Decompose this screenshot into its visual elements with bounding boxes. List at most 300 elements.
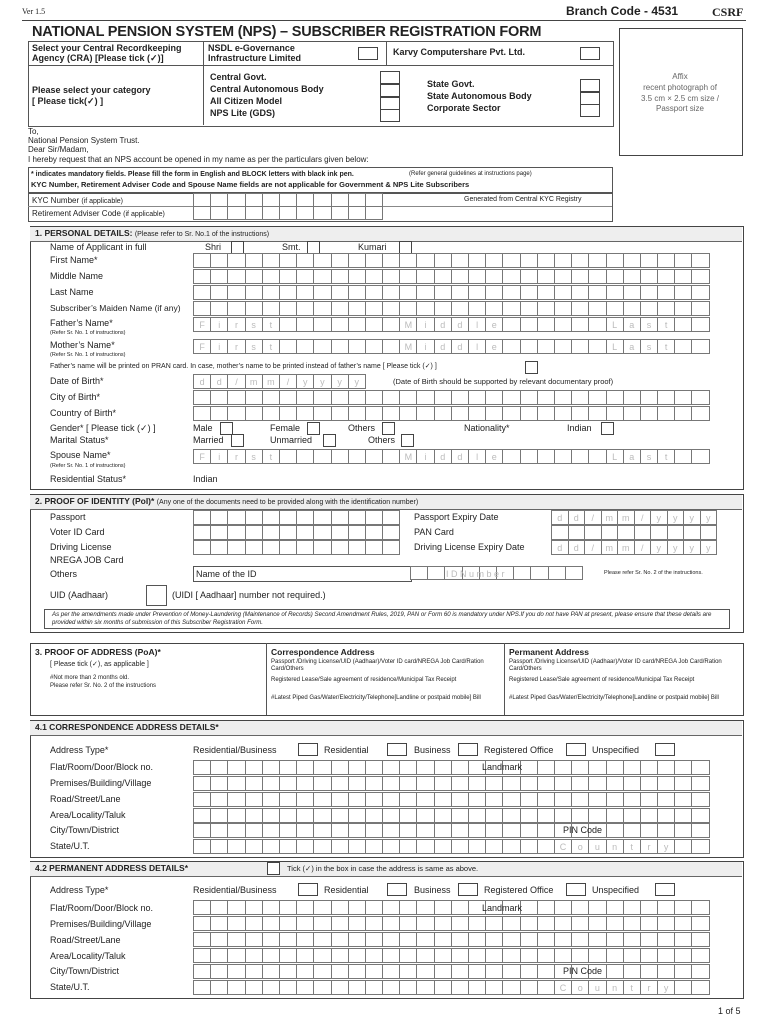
char-cell[interactable] <box>313 317 331 332</box>
char-cell[interactable] <box>348 317 366 332</box>
char-cell[interactable] <box>382 948 400 963</box>
char-cell[interactable] <box>623 390 641 405</box>
char-cell[interactable] <box>348 390 366 405</box>
char-cell[interactable] <box>588 253 606 268</box>
char-cell[interactable] <box>296 932 314 947</box>
corr-city-input[interactable] <box>193 823 709 838</box>
char-cell[interactable] <box>571 916 589 931</box>
char-cell[interactable] <box>210 206 228 220</box>
char-cell[interactable] <box>571 406 589 421</box>
char-cell[interactable] <box>313 390 331 405</box>
char-cell[interactable] <box>279 839 297 854</box>
char-cell[interactable] <box>623 823 641 838</box>
char-cell[interactable] <box>279 916 297 931</box>
char-cell[interactable] <box>434 301 452 316</box>
char-cell[interactable]: F <box>193 339 211 354</box>
char-cell[interactable] <box>416 776 434 791</box>
char-cell[interactable] <box>434 406 452 421</box>
char-cell[interactable] <box>331 269 349 284</box>
char-cell[interactable] <box>279 808 297 823</box>
char-cell[interactable]: t <box>657 339 675 354</box>
char-cell[interactable] <box>262 193 280 207</box>
char-cell[interactable] <box>537 900 555 915</box>
char-cell[interactable]: / <box>584 540 602 555</box>
corr-state-input[interactable] <box>193 839 709 854</box>
char-cell[interactable] <box>571 932 589 947</box>
char-cell[interactable] <box>520 964 538 979</box>
char-cell[interactable] <box>296 776 314 791</box>
char-cell[interactable] <box>365 948 383 963</box>
char-cell[interactable] <box>513 566 531 580</box>
char-cell[interactable] <box>399 269 417 284</box>
char-cell[interactable] <box>554 792 572 807</box>
char-cell[interactable] <box>193 301 211 316</box>
corr-type-residential-checkbox[interactable] <box>387 743 407 756</box>
nationality-indian-checkbox[interactable] <box>601 422 614 435</box>
corr-area-input[interactable] <box>193 808 709 823</box>
char-cell[interactable]: d <box>551 540 569 555</box>
char-cell[interactable] <box>227 916 245 931</box>
char-cell[interactable] <box>502 916 520 931</box>
char-cell[interactable] <box>520 808 538 823</box>
corr-poa-opt3[interactable]: #Latest Piped Gas/Water/Electricity/Telephone[Landline or postpaid mobile] Bill <box>271 695 481 701</box>
char-cell[interactable] <box>296 301 314 316</box>
char-cell[interactable] <box>451 776 469 791</box>
char-cell[interactable] <box>193 193 211 207</box>
char-cell[interactable]: y <box>657 839 675 854</box>
char-cell[interactable] <box>348 285 366 300</box>
char-cell[interactable] <box>193 948 211 963</box>
char-cell[interactable] <box>399 916 417 931</box>
char-cell[interactable] <box>657 916 675 931</box>
char-cell[interactable] <box>348 449 366 464</box>
char-cell[interactable] <box>468 390 486 405</box>
cat-central-govt-checkbox[interactable] <box>380 71 400 84</box>
char-cell[interactable] <box>588 932 606 947</box>
char-cell[interactable] <box>279 390 297 405</box>
char-cell[interactable] <box>657 808 675 823</box>
char-cell[interactable] <box>606 269 624 284</box>
char-cell[interactable] <box>210 776 228 791</box>
char-cell[interactable] <box>296 823 314 838</box>
char-cell[interactable] <box>313 808 331 823</box>
char-cell[interactable]: y <box>296 374 314 389</box>
char-cell[interactable] <box>427 566 445 580</box>
char-cell[interactable] <box>382 808 400 823</box>
char-cell[interactable]: n <box>606 980 624 995</box>
char-cell[interactable] <box>691 823 709 838</box>
char-cell[interactable] <box>399 406 417 421</box>
marital-others-checkbox[interactable] <box>401 434 414 447</box>
char-cell[interactable] <box>227 301 245 316</box>
char-cell[interactable] <box>193 808 211 823</box>
char-cell[interactable] <box>279 301 297 316</box>
char-cell[interactable] <box>296 540 314 555</box>
char-cell[interactable] <box>296 916 314 931</box>
char-cell[interactable] <box>193 760 211 775</box>
char-cell[interactable] <box>485 269 503 284</box>
char-cell[interactable] <box>468 932 486 947</box>
char-cell[interactable] <box>571 900 589 915</box>
char-cell[interactable] <box>657 406 675 421</box>
char-cell[interactable] <box>227 839 245 854</box>
char-cell[interactable] <box>399 808 417 823</box>
char-cell[interactable] <box>485 964 503 979</box>
char-cell[interactable] <box>691 808 709 823</box>
char-cell[interactable] <box>313 269 331 284</box>
char-cell[interactable] <box>451 406 469 421</box>
char-cell[interactable] <box>674 253 692 268</box>
char-cell[interactable] <box>296 285 314 300</box>
char-cell[interactable]: d <box>551 510 569 525</box>
char-cell[interactable] <box>571 776 589 791</box>
char-cell[interactable] <box>331 193 349 207</box>
char-cell[interactable] <box>588 916 606 931</box>
char-cell[interactable] <box>623 776 641 791</box>
char-cell[interactable] <box>571 390 589 405</box>
char-cell[interactable] <box>640 390 658 405</box>
char-cell[interactable] <box>434 948 452 963</box>
char-cell[interactable] <box>554 285 572 300</box>
char-cell[interactable] <box>434 932 452 947</box>
char-cell[interactable] <box>262 776 280 791</box>
char-cell[interactable] <box>193 525 211 540</box>
char-cell[interactable]: M <box>399 317 417 332</box>
char-cell[interactable] <box>227 390 245 405</box>
char-cell[interactable] <box>296 317 314 332</box>
char-cell[interactable] <box>640 285 658 300</box>
char-cell[interactable]: d <box>193 374 211 389</box>
char-cell[interactable] <box>279 449 297 464</box>
char-cell[interactable] <box>623 269 641 284</box>
char-cell[interactable] <box>674 900 692 915</box>
corr-road-input[interactable] <box>193 792 709 807</box>
char-cell[interactable] <box>193 900 211 915</box>
char-cell[interactable] <box>468 964 486 979</box>
char-cell[interactable] <box>348 510 366 525</box>
char-cell[interactable] <box>554 948 572 963</box>
char-cell[interactable] <box>691 916 709 931</box>
char-cell[interactable] <box>520 776 538 791</box>
char-cell[interactable] <box>520 900 538 915</box>
char-cell[interactable]: e <box>485 317 503 332</box>
char-cell[interactable] <box>210 932 228 947</box>
char-cell[interactable] <box>296 792 314 807</box>
char-cell[interactable] <box>279 253 297 268</box>
char-cell[interactable] <box>313 900 331 915</box>
char-cell[interactable] <box>588 449 606 464</box>
perm-city-input[interactable] <box>193 964 709 979</box>
char-cell[interactable] <box>657 390 675 405</box>
char-cell[interactable] <box>279 406 297 421</box>
char-cell[interactable] <box>640 964 658 979</box>
char-cell[interactable] <box>434 964 452 979</box>
char-cell[interactable] <box>657 792 675 807</box>
char-cell[interactable]: M <box>399 449 417 464</box>
char-cell[interactable] <box>640 932 658 947</box>
char-cell[interactable] <box>279 980 297 995</box>
char-cell[interactable] <box>606 916 624 931</box>
char-cell[interactable] <box>468 823 486 838</box>
char-cell[interactable] <box>657 776 675 791</box>
char-cell[interactable]: s <box>245 317 263 332</box>
char-cell[interactable] <box>554 301 572 316</box>
char-cell[interactable] <box>331 964 349 979</box>
char-cell[interactable]: t <box>262 449 280 464</box>
char-cell[interactable]: / <box>584 510 602 525</box>
char-cell[interactable] <box>554 317 572 332</box>
char-cell[interactable] <box>331 948 349 963</box>
char-cell[interactable] <box>331 449 349 464</box>
char-cell[interactable] <box>434 760 452 775</box>
char-cell[interactable] <box>331 776 349 791</box>
char-cell[interactable] <box>331 760 349 775</box>
char-cell[interactable] <box>606 406 624 421</box>
char-cell[interactable] <box>245 269 263 284</box>
char-cell[interactable] <box>485 839 503 854</box>
char-cell[interactable] <box>210 916 228 931</box>
char-cell[interactable] <box>691 964 709 979</box>
char-cell[interactable] <box>331 285 349 300</box>
char-cell[interactable]: L <box>606 449 624 464</box>
char-cell[interactable] <box>365 900 383 915</box>
char-cell[interactable] <box>520 253 538 268</box>
char-cell[interactable] <box>588 285 606 300</box>
char-cell[interactable] <box>485 406 503 421</box>
char-cell[interactable] <box>365 449 383 464</box>
char-cell[interactable] <box>674 980 692 995</box>
char-cell[interactable] <box>606 808 624 823</box>
char-cell[interactable] <box>554 406 572 421</box>
perm-type-unspecified-checkbox[interactable] <box>655 883 675 896</box>
char-cell[interactable] <box>520 980 538 995</box>
char-cell[interactable] <box>331 540 349 555</box>
char-cell[interactable] <box>691 449 709 464</box>
char-cell[interactable] <box>313 776 331 791</box>
char-cell[interactable]: i <box>210 339 228 354</box>
char-cell[interactable] <box>279 948 297 963</box>
char-cell[interactable]: t <box>262 317 280 332</box>
char-cell[interactable] <box>520 317 538 332</box>
char-cell[interactable] <box>227 406 245 421</box>
char-cell[interactable] <box>245 525 263 540</box>
char-cell[interactable] <box>657 253 675 268</box>
char-cell[interactable] <box>623 808 641 823</box>
char-cell[interactable] <box>537 269 555 284</box>
char-cell[interactable] <box>502 317 520 332</box>
char-cell[interactable] <box>674 285 692 300</box>
char-cell[interactable] <box>640 900 658 915</box>
char-cell[interactable] <box>674 792 692 807</box>
perm-road-input[interactable] <box>193 932 709 947</box>
char-cell[interactable] <box>210 285 228 300</box>
char-cell[interactable] <box>674 390 692 405</box>
char-cell[interactable]: t <box>657 317 675 332</box>
char-cell[interactable] <box>623 900 641 915</box>
char-cell[interactable] <box>262 900 280 915</box>
char-cell[interactable]: y <box>650 540 668 555</box>
char-cell[interactable] <box>227 510 245 525</box>
char-cell[interactable] <box>451 839 469 854</box>
char-cell[interactable] <box>210 525 228 540</box>
char-cell[interactable] <box>296 510 314 525</box>
char-cell[interactable] <box>313 510 331 525</box>
char-cell[interactable] <box>502 964 520 979</box>
char-cell[interactable] <box>313 916 331 931</box>
char-cell[interactable] <box>365 980 383 995</box>
char-cell[interactable] <box>348 339 366 354</box>
char-cell[interactable] <box>245 792 263 807</box>
char-cell[interactable]: L <box>606 317 624 332</box>
char-cell[interactable] <box>262 792 280 807</box>
char-cell[interactable] <box>331 339 349 354</box>
char-cell[interactable] <box>640 776 658 791</box>
char-cell[interactable] <box>245 206 263 220</box>
char-cell[interactable] <box>210 760 228 775</box>
char-cell[interactable] <box>554 916 572 931</box>
char-cell[interactable] <box>365 206 383 220</box>
char-cell[interactable] <box>485 916 503 931</box>
char-cell[interactable]: y <box>313 374 331 389</box>
char-cell[interactable] <box>399 285 417 300</box>
char-cell[interactable] <box>623 792 641 807</box>
char-cell[interactable] <box>262 253 280 268</box>
char-cell[interactable] <box>520 760 538 775</box>
char-cell[interactable] <box>657 301 675 316</box>
char-cell[interactable] <box>382 390 400 405</box>
char-cell[interactable] <box>588 900 606 915</box>
char-cell[interactable]: C <box>554 980 572 995</box>
char-cell[interactable] <box>262 760 280 775</box>
char-cell[interactable] <box>588 269 606 284</box>
char-cell[interactable]: y <box>331 374 349 389</box>
voter-input[interactable] <box>193 525 399 540</box>
char-cell[interactable] <box>588 406 606 421</box>
char-cell[interactable]: y <box>348 374 366 389</box>
char-cell[interactable] <box>451 932 469 947</box>
char-cell[interactable] <box>640 823 658 838</box>
char-cell[interactable] <box>262 269 280 284</box>
char-cell[interactable] <box>416 390 434 405</box>
char-cell[interactable] <box>348 301 366 316</box>
char-cell[interactable] <box>210 301 228 316</box>
char-cell[interactable] <box>537 792 555 807</box>
char-cell[interactable] <box>571 253 589 268</box>
char-cell[interactable] <box>296 253 314 268</box>
char-cell[interactable] <box>571 317 589 332</box>
char-cell[interactable]: r <box>227 339 245 354</box>
char-cell[interactable] <box>537 760 555 775</box>
char-cell[interactable] <box>399 900 417 915</box>
char-cell[interactable] <box>296 808 314 823</box>
char-cell[interactable] <box>691 839 709 854</box>
char-cell[interactable]: m <box>601 510 619 525</box>
char-cell[interactable] <box>520 390 538 405</box>
char-cell[interactable]: y <box>667 540 685 555</box>
char-cell[interactable] <box>365 839 383 854</box>
char-cell[interactable] <box>262 510 280 525</box>
maiden-name-input[interactable] <box>193 301 709 316</box>
char-cell[interactable] <box>520 916 538 931</box>
char-cell[interactable] <box>571 808 589 823</box>
char-cell[interactable]: l <box>468 317 486 332</box>
char-cell[interactable] <box>227 948 245 963</box>
char-cell[interactable] <box>502 406 520 421</box>
char-cell[interactable] <box>571 760 589 775</box>
char-cell[interactable] <box>640 760 658 775</box>
gender-others-checkbox[interactable] <box>382 422 395 435</box>
char-cell[interactable] <box>245 301 263 316</box>
char-cell[interactable] <box>588 760 606 775</box>
char-cell[interactable] <box>468 980 486 995</box>
char-cell[interactable] <box>313 760 331 775</box>
char-cell[interactable] <box>245 510 263 525</box>
char-cell[interactable] <box>451 253 469 268</box>
char-cell[interactable] <box>399 253 417 268</box>
char-cell[interactable] <box>485 776 503 791</box>
char-cell[interactable] <box>227 525 245 540</box>
char-cell[interactable] <box>399 932 417 947</box>
char-cell[interactable] <box>554 269 572 284</box>
char-cell[interactable] <box>640 406 658 421</box>
char-cell[interactable] <box>623 916 641 931</box>
char-cell[interactable] <box>313 948 331 963</box>
char-cell[interactable] <box>262 540 280 555</box>
char-cell[interactable] <box>451 808 469 823</box>
char-cell[interactable]: r <box>640 980 658 995</box>
char-cell[interactable] <box>331 253 349 268</box>
cra-nsdl-checkbox[interactable] <box>358 47 378 60</box>
char-cell[interactable] <box>279 206 297 220</box>
char-cell[interactable] <box>227 964 245 979</box>
char-cell[interactable] <box>537 916 555 931</box>
char-cell[interactable] <box>227 776 245 791</box>
char-cell[interactable] <box>451 900 469 915</box>
cra-karvy-checkbox[interactable] <box>580 47 600 60</box>
passport-expiry-input[interactable] <box>551 510 716 525</box>
char-cell[interactable] <box>262 808 280 823</box>
char-cell[interactable] <box>683 525 701 540</box>
char-cell[interactable] <box>348 525 366 540</box>
char-cell[interactable] <box>691 285 709 300</box>
char-cell[interactable] <box>331 916 349 931</box>
char-cell[interactable]: i <box>416 339 434 354</box>
char-cell[interactable] <box>331 317 349 332</box>
char-cell[interactable] <box>365 540 383 555</box>
char-cell[interactable]: l <box>468 339 486 354</box>
char-cell[interactable] <box>227 540 245 555</box>
char-cell[interactable] <box>634 525 652 540</box>
char-cell[interactable] <box>193 980 211 995</box>
char-cell[interactable] <box>382 839 400 854</box>
char-cell[interactable] <box>691 406 709 421</box>
char-cell[interactable] <box>434 285 452 300</box>
char-cell[interactable] <box>227 269 245 284</box>
char-cell[interactable] <box>416 980 434 995</box>
char-cell[interactable] <box>537 285 555 300</box>
char-cell[interactable]: / <box>634 510 652 525</box>
char-cell[interactable] <box>451 792 469 807</box>
char-cell[interactable] <box>279 776 297 791</box>
char-cell[interactable]: o <box>571 980 589 995</box>
char-cell[interactable]: / <box>279 374 297 389</box>
char-cell[interactable] <box>674 839 692 854</box>
char-cell[interactable] <box>588 390 606 405</box>
char-cell[interactable] <box>227 900 245 915</box>
char-cell[interactable] <box>623 285 641 300</box>
char-cell[interactable] <box>262 980 280 995</box>
char-cell[interactable] <box>606 301 624 316</box>
